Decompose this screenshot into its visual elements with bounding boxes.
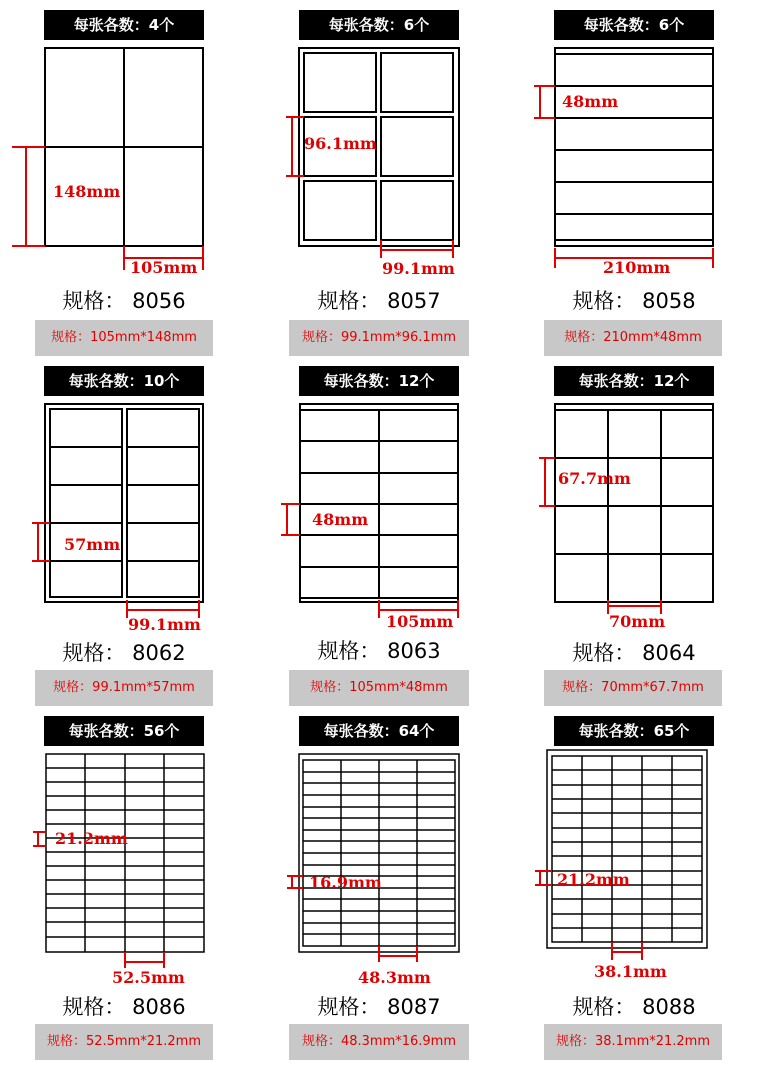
spec-title: 规格： 8087 [317, 995, 441, 1019]
height-dimension-label: 96.1mm [304, 134, 377, 153]
height-dimension-label: 57mm [64, 535, 121, 554]
width-dimension-label: 105mm [130, 258, 198, 277]
height-dimension-label: 21.2mm [557, 870, 630, 889]
spec-title: 规格： 8086 [62, 995, 186, 1019]
spec-title: 规格： 8063 [317, 639, 441, 663]
spec-dimensions-bar: 规格：70mm*67.7mm [544, 670, 722, 706]
height-dimension-label: 48mm [562, 92, 619, 111]
width-dimension-label: 105mm [386, 612, 454, 631]
sheet-8058 [555, 48, 713, 246]
spec-title: 规格： 8088 [572, 995, 696, 1019]
width-dimension-label: 70mm [609, 612, 666, 631]
spec-title: 规格： 8058 [572, 289, 696, 313]
count-badge: 每张各数：56个 [44, 716, 204, 746]
count-badge: 每张各数：4个 [44, 10, 204, 40]
spec-title: 规格： 8064 [572, 641, 696, 665]
count-badge: 每张各数：6个 [299, 10, 459, 40]
height-dimension-label: 67.7mm [558, 469, 631, 488]
spec-dimensions-bar: 规格：99.1mm*96.1mm [289, 320, 469, 356]
spec-dimensions-bar: 规格：105mm*48mm [289, 670, 469, 706]
count-badge: 每张各数：65个 [554, 716, 714, 746]
dimension-lines-8056 [12, 147, 203, 270]
width-dimension-label: 210mm [603, 258, 671, 277]
width-dimension-label: 48.3mm [358, 968, 431, 987]
spec-dimensions-bar: 规格：38.1mm*21.2mm [544, 1024, 722, 1060]
height-dimension-label: 21.2mm [55, 829, 128, 848]
sheet-8056 [45, 48, 203, 246]
height-dimension-label: 48mm [312, 510, 369, 529]
sheet-8088 [547, 750, 707, 948]
width-dimension-label: 99.1mm [128, 615, 201, 634]
sheet-8064 [555, 404, 713, 602]
sheet-8087 [299, 754, 459, 952]
sheet-8062 [45, 404, 203, 602]
sheet-8063 [300, 404, 458, 602]
spec-dimensions-bar: 规格：52.5mm*21.2mm [35, 1024, 213, 1060]
sheet-8086 [46, 754, 204, 952]
width-dimension-label: 38.1mm [594, 962, 667, 981]
spec-title: 规格： 8062 [62, 641, 186, 665]
count-badge: 每张各数：12个 [554, 366, 714, 396]
spec-dimensions-bar: 规格：210mm*48mm [544, 320, 722, 356]
count-badge: 每张各数：12个 [299, 366, 459, 396]
width-dimension-label: 99.1mm [382, 259, 455, 278]
height-dimension-label: 16.9mm [309, 873, 382, 892]
spec-dimensions-bar: 规格：99.1mm*57mm [35, 670, 213, 706]
spec-title: 规格： 8056 [62, 289, 186, 313]
dimension-lines-8063 [281, 504, 458, 618]
count-badge: 每张各数：6个 [554, 10, 714, 40]
spec-title: 规格： 8057 [317, 289, 441, 313]
height-dimension-label: 148mm [53, 182, 121, 201]
spec-dimensions-bar: 规格：105mm*148mm [35, 320, 213, 356]
count-badge: 每张各数：64个 [299, 716, 459, 746]
width-dimension-label: 52.5mm [112, 968, 185, 987]
spec-dimensions-bar: 规格：48.3mm*16.9mm [289, 1024, 469, 1060]
count-badge: 每张各数：10个 [44, 366, 204, 396]
